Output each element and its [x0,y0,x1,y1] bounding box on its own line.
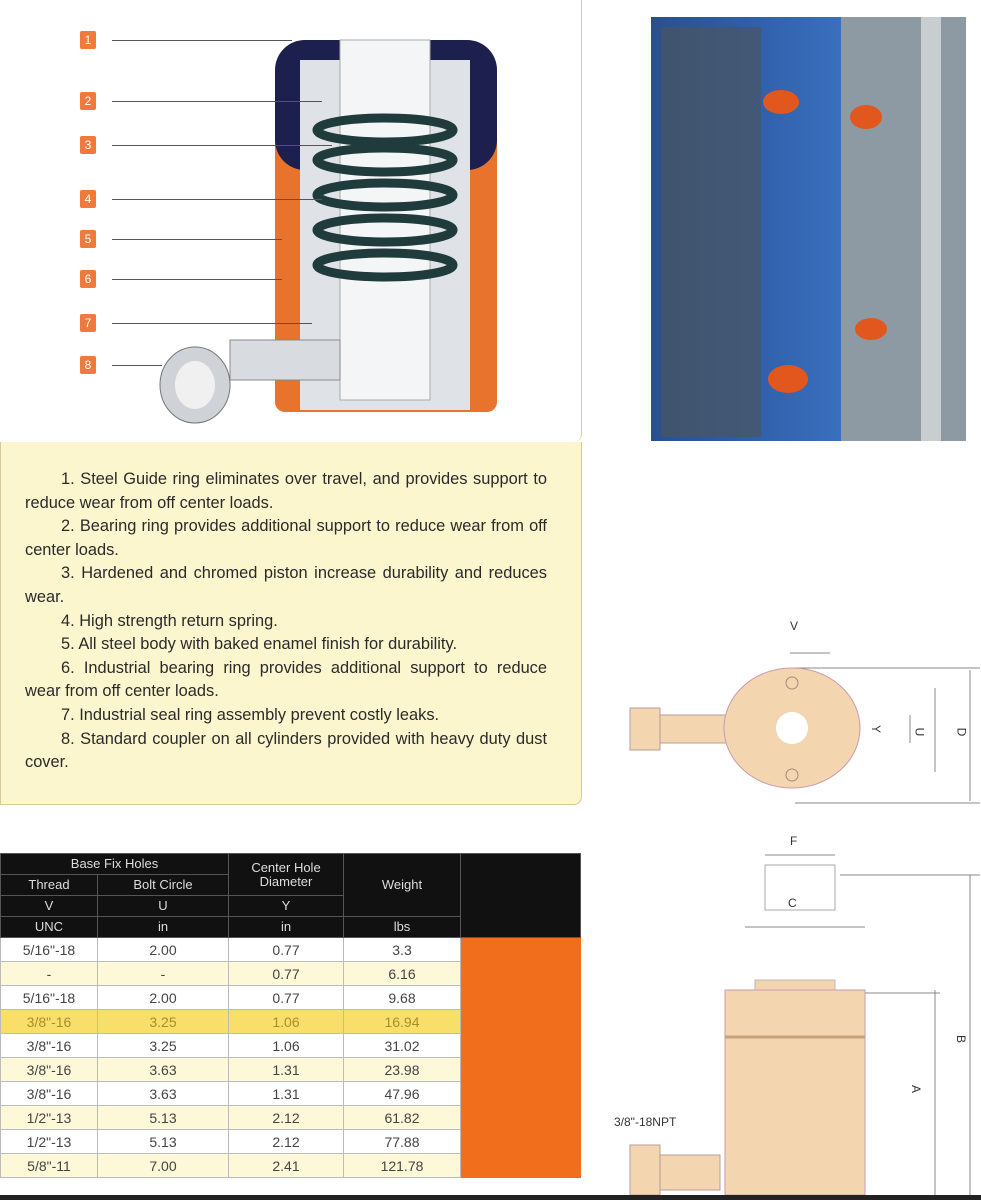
table-cell: 5/16"-18 [1,938,98,962]
symbol-u: U [98,896,229,917]
table-cell: 5/16"-18 [1,986,98,1010]
orange-block [461,1106,581,1130]
feature-4: 4. High strength return spring. [61,611,278,630]
orange-block [461,962,581,986]
table-cell: 3/8"-16 [1,1058,98,1082]
feature-2: 2. Bearing ring provides additional support to reduce wear from off center loads. [25,517,547,559]
table-cell: 5/8"-11 [1,1154,98,1178]
table-cell: 3/8"-16 [1,1010,98,1034]
table-row [1,1082,581,1106]
table-cell: 3/8"-16 [1,1034,98,1058]
feature-8: 8. Standard coupler on all cylinders provided with heavy duty dust cover. [25,729,547,772]
header-blank [461,854,581,938]
table-cell: 9.68 [344,986,461,1010]
callout-5: 5 [80,230,96,248]
table-cell: - [98,962,229,986]
orange-block [461,986,581,1010]
photo-drawing [651,17,966,441]
table-cell: 3.25 [98,1034,229,1058]
table-row [1,1130,581,1154]
table-row [1,1154,581,1178]
table-cell: 1/2"-13 [1,1130,98,1154]
orange-block [461,1058,581,1082]
table-cell: 1.31 [229,1082,344,1106]
callout-6: 6 [80,270,96,288]
orange-block [461,1154,581,1178]
header-bolt-circle: Bolt Circle [98,875,229,896]
dim-label-a: A [909,1084,924,1094]
feature-5: 5. All steel body with baked enamel finish for durability. [61,635,458,654]
dim-label-y: Y [869,724,884,734]
table-cell: 3.63 [98,1058,229,1082]
table-cell: 31.02 [344,1034,461,1058]
dim-label-v: V [790,619,799,633]
table-cell: 0.77 [229,986,344,1010]
table-row [1,938,581,962]
unit-weight: lbs [344,917,461,938]
table-cell: 3.3 [344,938,461,962]
table-cell: 3.63 [98,1082,229,1106]
callout-8: 8 [80,356,96,374]
table-cell: 3.25 [98,1010,229,1034]
table-cell: 0.77 [229,938,344,962]
table-cell: 2.41 [229,1154,344,1178]
table-cell: 5.13 [98,1130,229,1154]
symbol-v: V [1,896,98,917]
symbol-y: Y [229,896,344,917]
table-cell: 1/2"-13 [1,1106,98,1130]
feature-7: 7. Industrial seal ring assembly prevent costly leaks. [61,705,440,724]
leader-line [112,365,162,366]
dim-label-f: F [790,834,798,848]
features-box [0,442,582,805]
orange-block [461,1010,581,1034]
dim-label-b: B [954,1034,969,1044]
table-row [1,1106,581,1130]
leader-line [112,323,312,324]
orange-block [461,1130,581,1154]
cylinder-cutaway-illustration [0,0,582,442]
header-center-hole: Center Hole Diameter [229,854,344,896]
callout-4: 4 [80,190,96,208]
table-cell: 16.94 [344,1010,461,1034]
table-row [1,1034,581,1058]
callout-2: 2 [80,92,96,110]
table-cell: 23.98 [344,1058,461,1082]
leader-line [112,145,332,146]
table-cell: 2.00 [98,938,229,962]
table-cell: 2.00 [98,986,229,1010]
table-row [1,1058,581,1082]
table-cell: 6.16 [344,962,461,986]
table-row [1,962,581,986]
orange-block [461,1082,581,1106]
table-cell: 121.78 [344,1154,461,1178]
table-cell: - [1,962,98,986]
table-row [1,1010,581,1034]
cylinder-cutaway-drawing [0,0,580,440]
table-cell: 2.12 [229,1130,344,1154]
table-cell: 3/8"-16 [1,1082,98,1106]
dim-label-d: D [954,727,969,737]
table-cell: 0.77 [229,962,344,986]
installation-photo [651,17,966,441]
dim-label-u: U [912,727,927,737]
header-base-fix-holes: Base Fix Holes [1,854,229,875]
callout-3: 3 [80,136,96,154]
port-label: 3/8"-18NPT [614,1115,677,1129]
leader-line [112,239,282,240]
feature-1: 1. Steel Guide ring eliminates over travel, and provides support to reduce wear from off center loads. [25,470,547,512]
header-weight: Weight [344,854,461,917]
table-row [1,986,581,1010]
unit-thread: UNC [1,917,98,938]
callout-7: 7 [80,314,96,332]
table-cell: 2.12 [229,1106,344,1130]
bottom-bar [0,1195,981,1200]
table-cell: 1.06 [229,1010,344,1034]
table-cell: 61.82 [344,1106,461,1130]
orange-block [461,1034,581,1058]
table-cell: 7.00 [98,1154,229,1178]
leader-line [112,279,282,280]
leader-line [112,199,322,200]
feature-6: 6. Industrial bearing ring provides additional support to reduce wear from off center loads. [25,658,547,701]
feature-3: 3. Hardened and chromed piston increase durability and reduces wear. [25,564,547,606]
table-cell: 1.31 [229,1058,344,1082]
table-cell: 47.96 [344,1082,461,1106]
dim-label-c: C [788,896,797,910]
leader-line [112,101,322,102]
callout-1: 1 [80,31,96,49]
leader-line [112,40,292,41]
dimension-drawings [620,615,981,1195]
table-cell: 77.88 [344,1130,461,1154]
unit-bolt-circle: in [98,917,229,938]
orange-block [461,938,581,962]
unit-center-hole: in [229,917,344,938]
table-cell: 5.13 [98,1106,229,1130]
spec-table [0,853,581,1178]
table-cell: 1.06 [229,1034,344,1058]
header-thread: Thread [1,875,98,896]
